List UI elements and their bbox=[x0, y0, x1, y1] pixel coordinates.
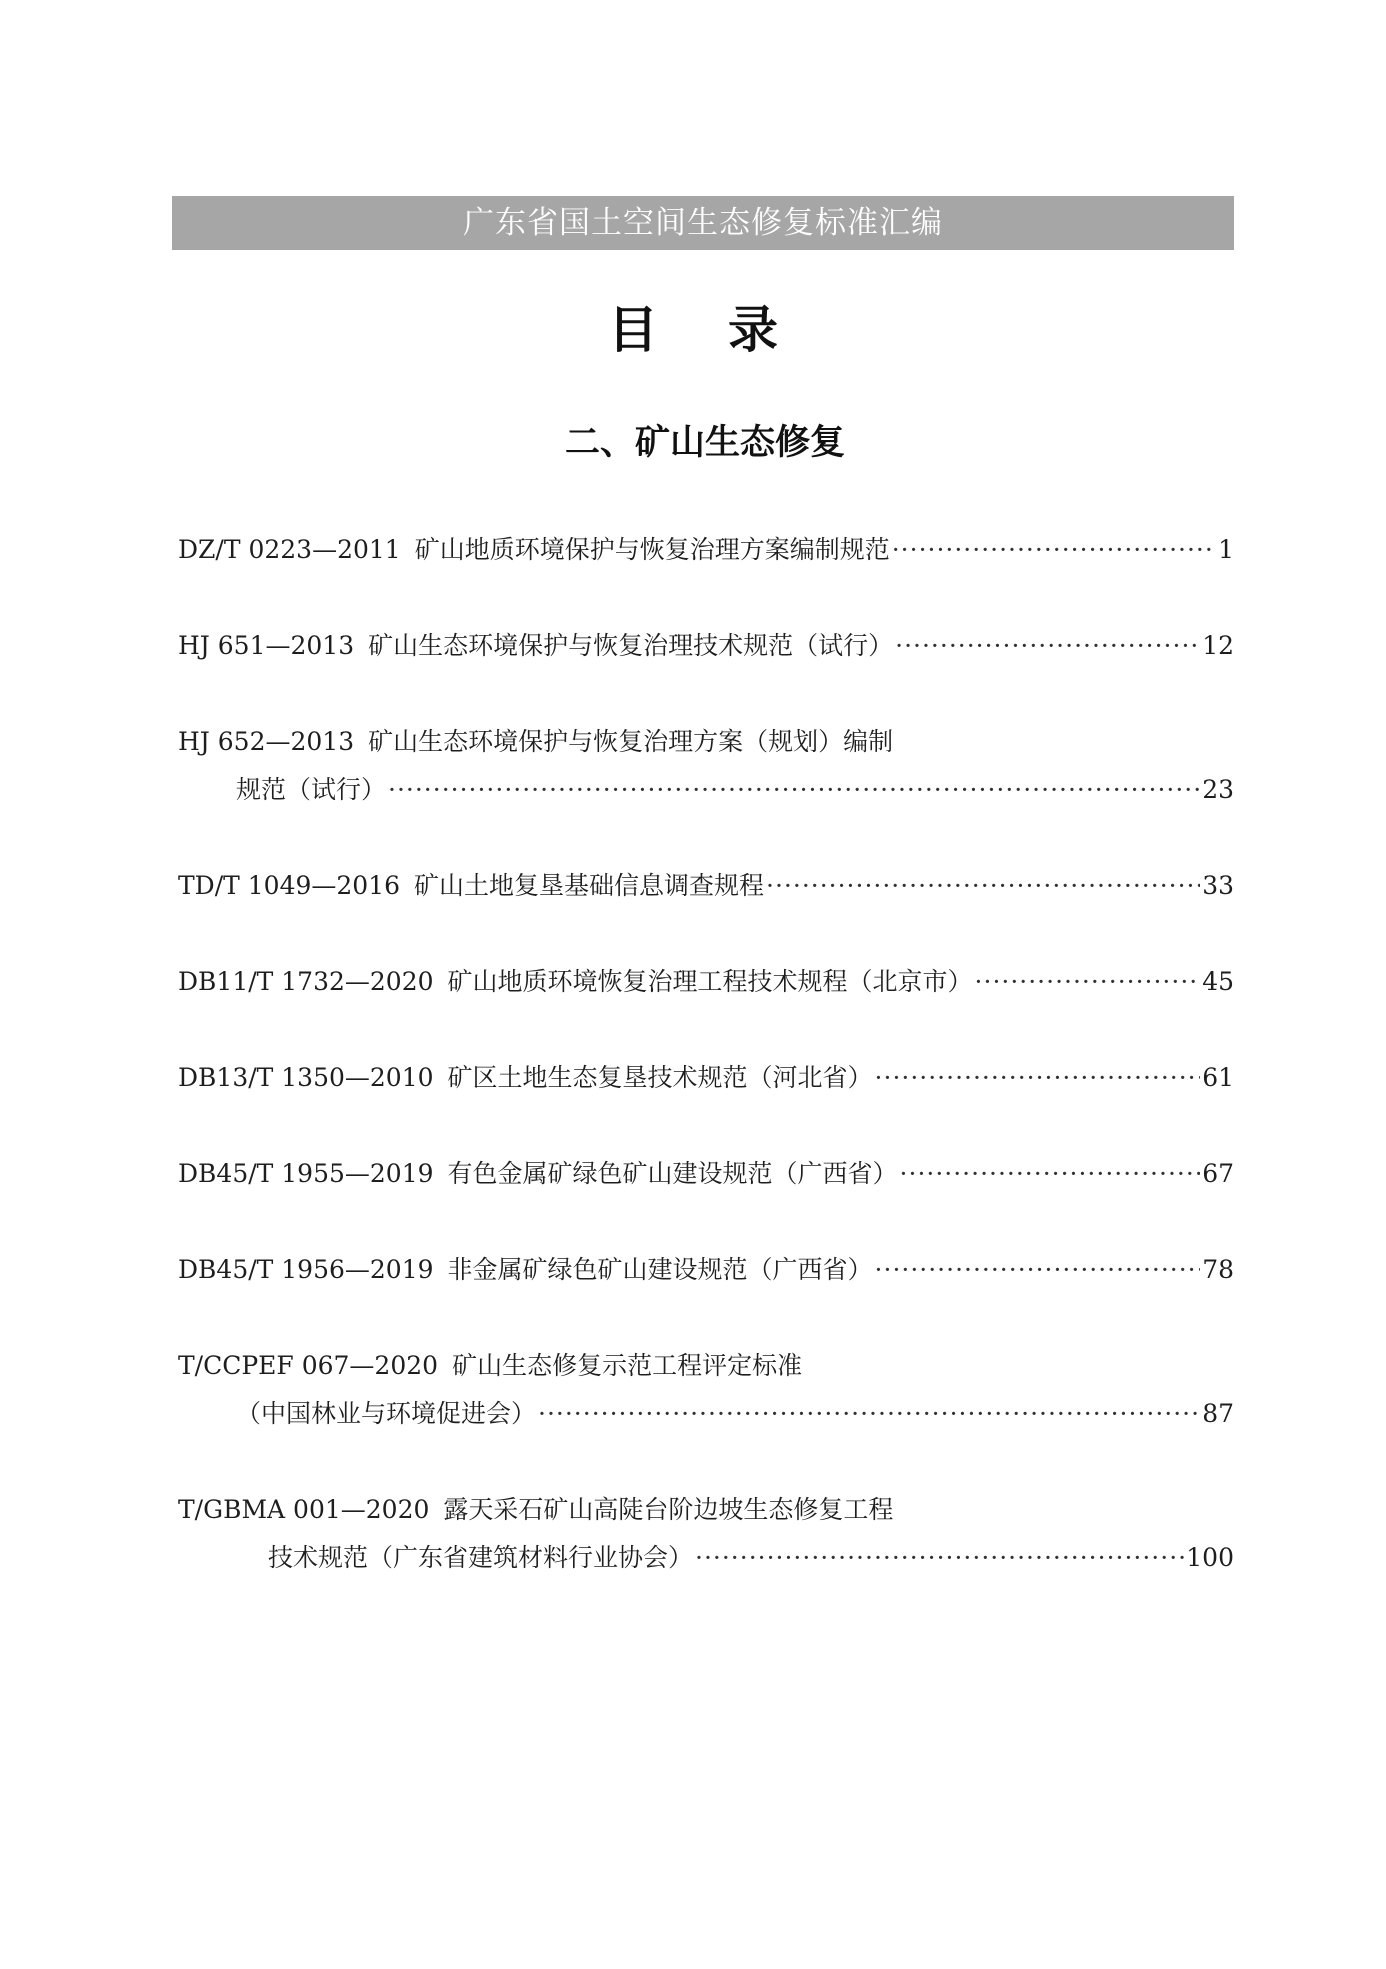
dot-leader bbox=[895, 626, 1200, 666]
dot-leader bbox=[975, 962, 1201, 1002]
entry-title-continuation: （中国林业与环境促进会） bbox=[236, 1399, 537, 1428]
entry-title: 矿山生态环境保护与恢复治理技术规范（试行） bbox=[368, 631, 894, 660]
entry-title: 矿山生态修复示范工程评定标准 bbox=[452, 1351, 803, 1380]
toc-entry[interactable] bbox=[178, 1346, 1234, 1386]
standard-code: T/GBMA 001—2020 bbox=[178, 1495, 430, 1524]
standard-code: HJ 652—2013 bbox=[178, 727, 355, 756]
dot-leader bbox=[900, 1154, 1201, 1194]
toc-entry[interactable] bbox=[178, 962, 1234, 1002]
dot-leader bbox=[538, 1394, 1200, 1434]
toc-entry[interactable] bbox=[178, 1490, 1234, 1530]
page-title bbox=[0, 298, 1386, 362]
entry-title: 露天采石矿山高陡台阶边坡生态修复工程 bbox=[443, 1495, 894, 1524]
toc-entry-continuation[interactable] bbox=[236, 770, 1234, 810]
toc-entry-continuation[interactable] bbox=[268, 1538, 1234, 1578]
title-char-1: 目 bbox=[608, 301, 658, 359]
entry-title: 矿山土地复垦基础信息调查规程 bbox=[414, 871, 765, 900]
page-number: 23 bbox=[1202, 775, 1234, 804]
standard-code: HJ 651—2013 bbox=[178, 631, 355, 660]
page-number: 1 bbox=[1218, 535, 1234, 564]
page-number: 45 bbox=[1202, 967, 1234, 996]
page-number: 67 bbox=[1202, 1159, 1234, 1188]
standard-code: DB45/T 1955—2019 bbox=[178, 1159, 434, 1188]
entry-title-continuation: 技术规范（广东省建筑材料行业协会） bbox=[268, 1543, 694, 1572]
page-number: 78 bbox=[1202, 1255, 1234, 1284]
page-number: 100 bbox=[1186, 1543, 1234, 1572]
dot-leader bbox=[388, 770, 1200, 810]
entry-title: 矿区土地生态复垦技术规范（河北省） bbox=[447, 1063, 873, 1092]
standard-code: DZ/T 0223—2011 bbox=[178, 535, 401, 564]
standard-code: DB45/T 1956—2019 bbox=[178, 1255, 434, 1284]
dot-leader bbox=[875, 1058, 1201, 1098]
standard-code: DB13/T 1350—2010 bbox=[178, 1063, 434, 1092]
entry-title: 有色金属矿绿色矿山建设规范（广西省） bbox=[447, 1159, 898, 1188]
toc-entry[interactable] bbox=[178, 722, 1234, 762]
toc-entry[interactable] bbox=[178, 530, 1234, 570]
entry-title-continuation: 规范（试行） bbox=[236, 775, 387, 804]
entry-title: 矿山地质环境恢复治理工程技术规程（北京市） bbox=[447, 967, 973, 996]
book-series-banner: 广东省国土空间生态修复标准汇编 bbox=[172, 196, 1234, 250]
toc-entry[interactable] bbox=[178, 626, 1234, 666]
dot-leader bbox=[766, 866, 1200, 906]
dot-leader bbox=[892, 530, 1216, 570]
entry-title: 非金属矿绿色矿山建设规范（广西省） bbox=[447, 1255, 873, 1284]
toc-entry[interactable] bbox=[178, 1058, 1234, 1098]
toc-entry[interactable] bbox=[178, 1154, 1234, 1194]
standard-code: T/CCPEF 067—2020 bbox=[178, 1351, 439, 1380]
title-char-2: 录 bbox=[728, 301, 778, 359]
entry-title: 矿山地质环境保护与恢复治理方案编制规范 bbox=[414, 535, 890, 564]
page-number: 33 bbox=[1202, 871, 1234, 900]
page-number: 61 bbox=[1202, 1063, 1234, 1092]
toc-entry-continuation[interactable] bbox=[236, 1394, 1234, 1434]
dot-leader bbox=[695, 1538, 1184, 1578]
toc-entry[interactable] bbox=[178, 866, 1234, 906]
entry-title: 矿山生态环境保护与恢复治理方案（规划）编制 bbox=[368, 727, 894, 756]
page-number: 87 bbox=[1202, 1399, 1234, 1428]
toc-entry[interactable] bbox=[178, 1250, 1234, 1290]
section-heading: 二、矿山生态修复 bbox=[564, 422, 845, 463]
page-number: 12 bbox=[1202, 631, 1234, 660]
standard-code: TD/T 1049—2016 bbox=[178, 871, 401, 900]
dot-leader bbox=[875, 1250, 1201, 1290]
standard-code: DB11/T 1732—2020 bbox=[178, 967, 434, 996]
